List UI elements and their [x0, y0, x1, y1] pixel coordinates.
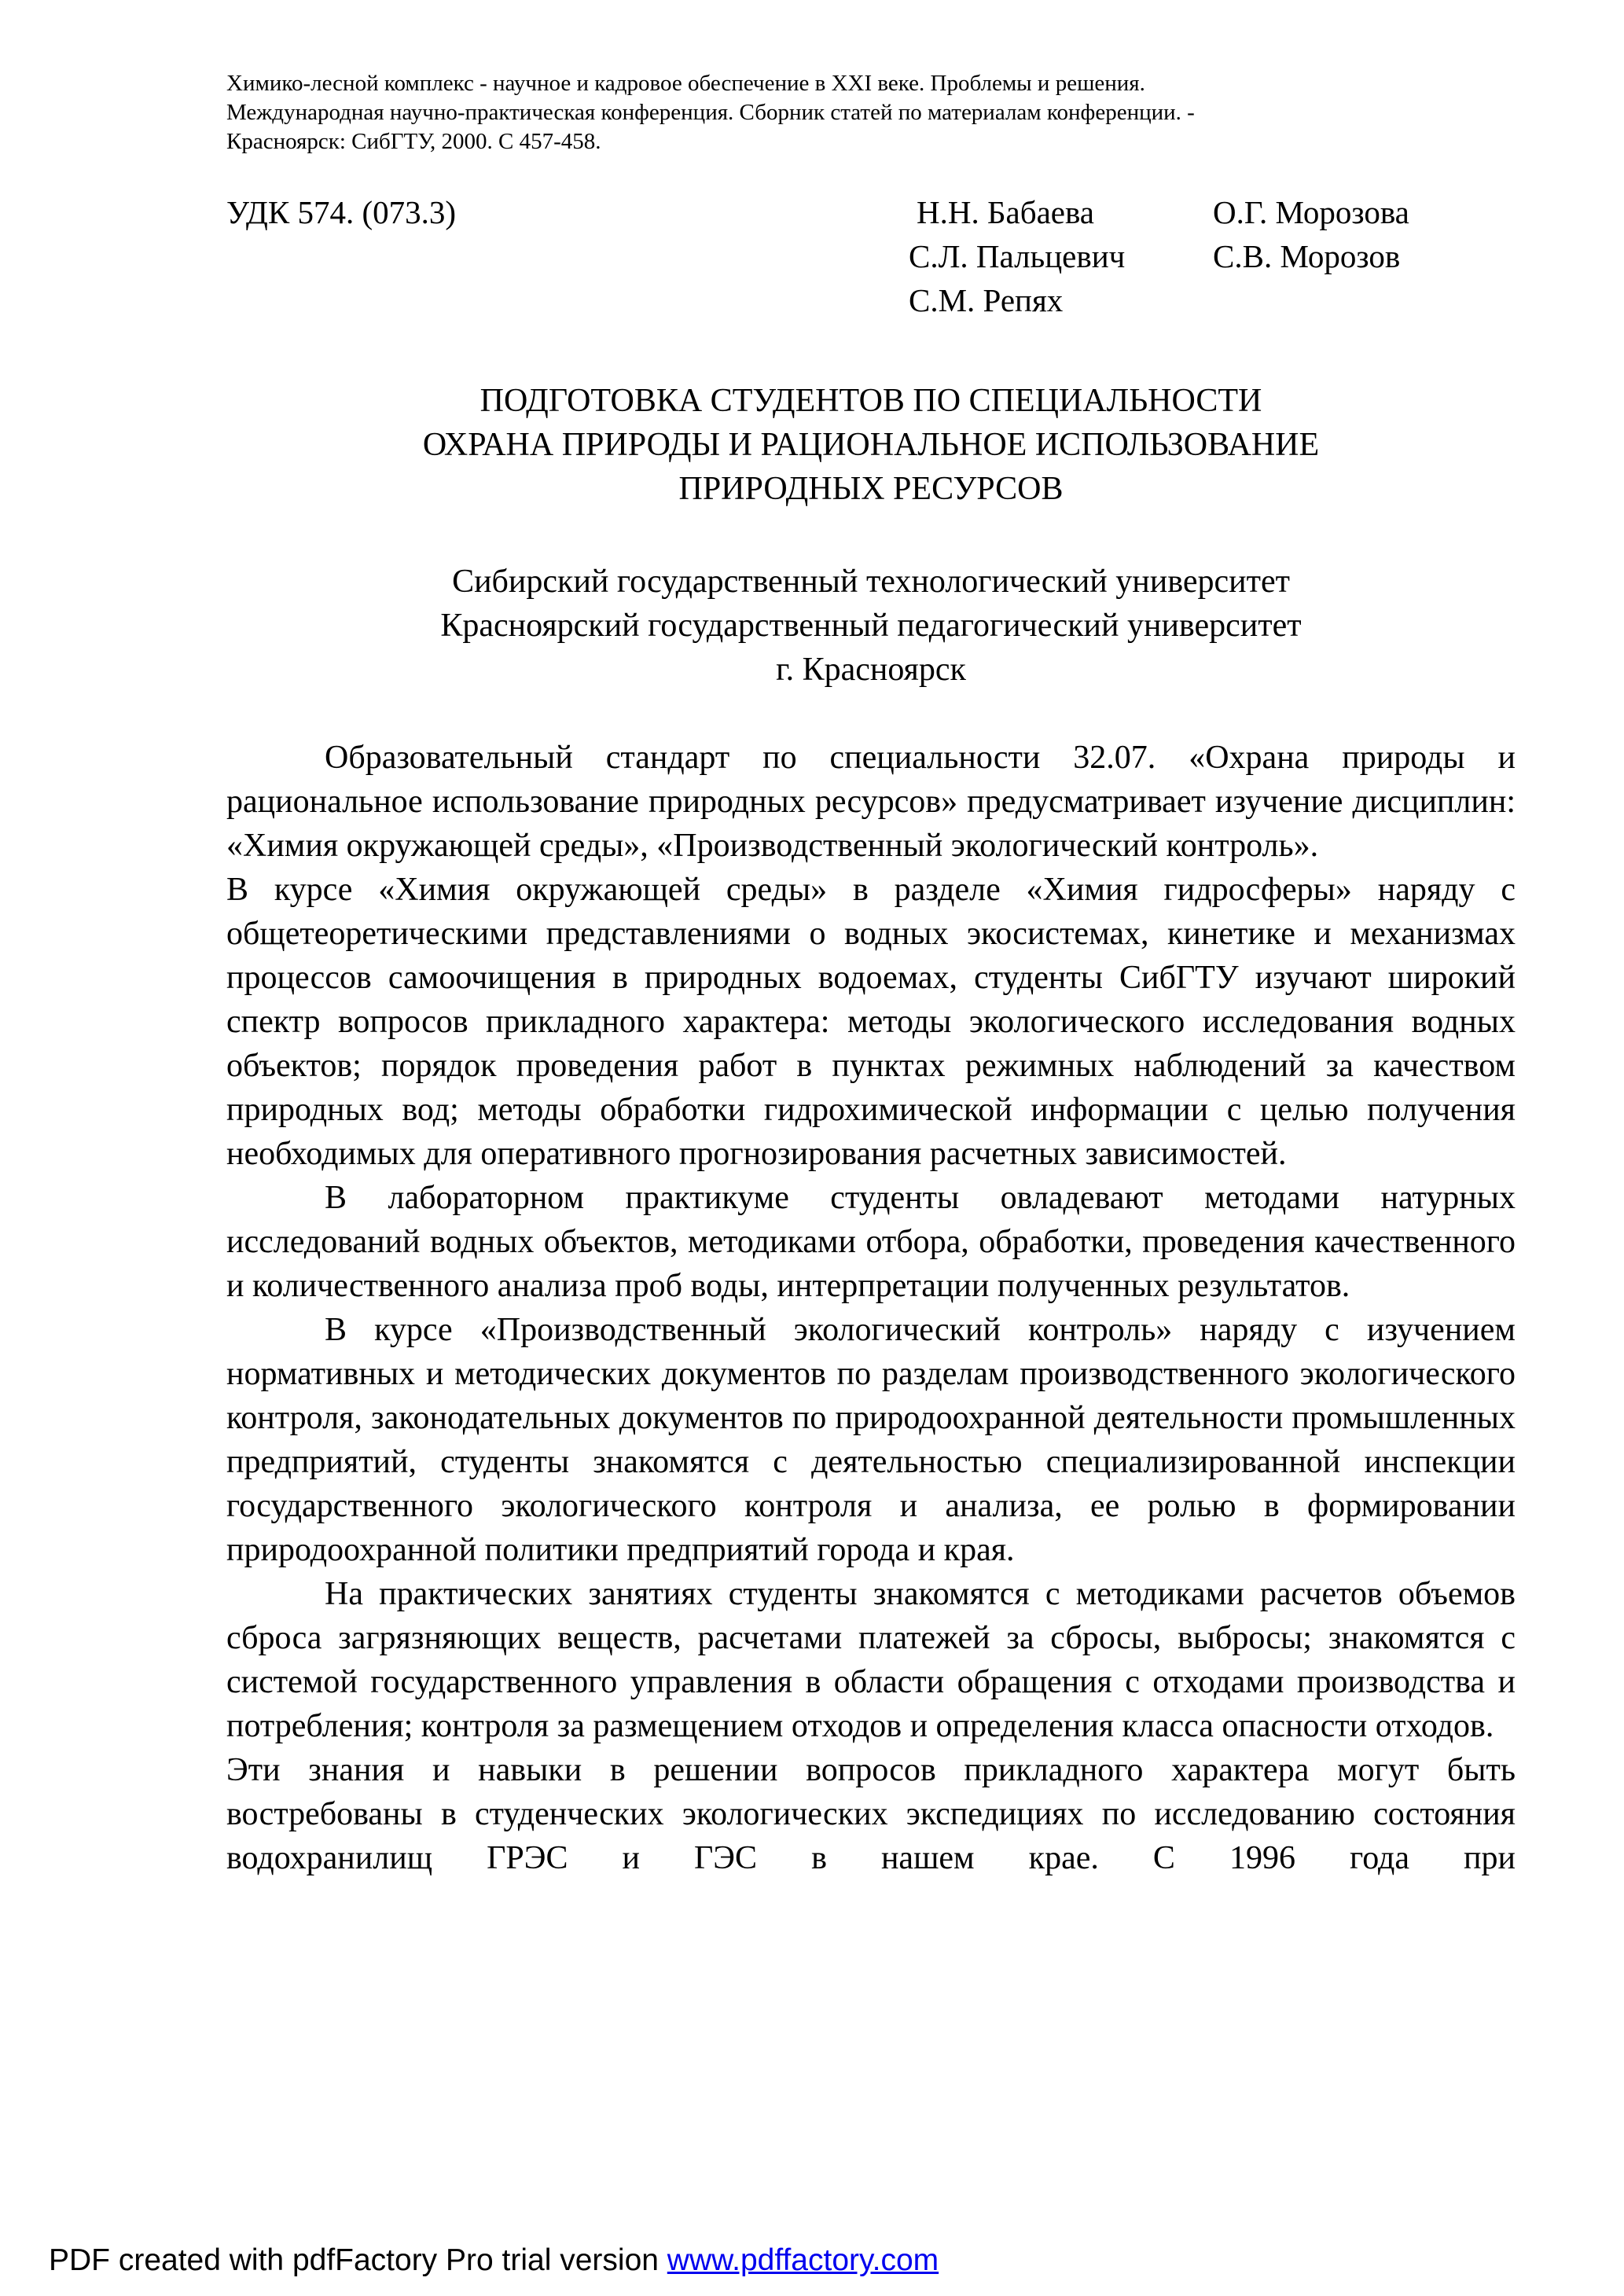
affiliation-line: Красноярский государственный педагогический университет	[440, 608, 1302, 644]
article-title	[226, 379, 1516, 511]
body-paragraph: В лабораторном практикуме студенты овладевают методами натурных исследований водных объектов, методиками отбора, обработки, проведения качественного и количественного анализа проб воды, интерпретации полученных результатов.	[226, 1180, 1516, 1304]
body-paragraph: Эти знания и навыки в решении вопросов прикладного характера могут быть востребованы в студенческих экологических экспедициях по исследованию состояния водохранилищ ГРЭС и ГЭС в нашем крае. С 1996 года при	[226, 1752, 1516, 1876]
citation-line: Химико-лесной комплекс - научное и кадровое обеспечение в XXI веке. Проблемы и решения.	[226, 71, 1145, 96]
citation-line: Красноярск: СибГТУ, 2000. С 457-458.	[226, 129, 601, 154]
affiliation-line: Сибирский государственный технологический университет	[452, 564, 1290, 600]
author-name: С.Л. Пальцевич	[909, 238, 1126, 274]
body-paragraph: Образовательный стандарт по специальности 32.07. «Охрана природы и рациональное использование природных ресурсов» предусматривает изучение дисциплин: «Химия окружающей среды», «Производственный экологический контроль».	[226, 740, 1516, 864]
pdf-watermark-footer	[49, 2242, 939, 2279]
affiliations	[226, 560, 1516, 692]
body-paragraph: В курсе «Производственный экологический контроль» наряду с изучением нормативных и методических документов по разделам производственного экологического контроля, законодательных документов по природоохранной деятельности промышленных предприятий, студенты знакомятся с деятельностью специализированной инспекции государственного экологического контроля и анализа, ее ролью в формировании природоохранной политики предприятий города и края.	[226, 1312, 1516, 1568]
author-name: О.Г. Морозова	[1213, 194, 1409, 230]
pdffactory-link[interactable]: www.pdffactory.com	[667, 2243, 939, 2277]
citation-header	[226, 69, 1516, 156]
citation-line: Международная научно-практическая конференция. Сборник статей по материалам конференции. -	[226, 100, 1195, 125]
affiliation-line: г. Красноярск	[776, 652, 966, 688]
footer-text: PDF created with pdfFactory Pro trial version	[49, 2243, 667, 2277]
title-line: ПРИРОДНЫХ РЕСУРСОВ	[678, 471, 1064, 507]
body-paragraph: На практических занятиях студенты знакомятся с методиками расчетов объемов сброса загрязняющих веществ, расчетами платежей за сбросы, выбросы; знакомятся с системой государственного управления в области обращения с отходами производства и потребления; контроля за размещением отходов и определения класса опасности отходов.	[226, 1576, 1516, 1744]
author-name: Н.Н. Бабаева	[917, 194, 1094, 230]
title-line: ОХРАНА ПРИРОДЫ И РАЦИОНАЛЬНОЕ ИСПОЛЬЗОВАНИЕ	[422, 427, 1320, 463]
author-name: С.М. Репях	[909, 282, 1064, 318]
udk-code: УДК 574. (073.3)	[226, 194, 457, 230]
article-body	[226, 736, 1516, 1880]
author-name: С.В. Морозов	[1213, 238, 1401, 274]
title-line: ПОДГОТОВКА СТУДЕНТОВ ПО СПЕЦИАЛЬНОСТИ	[479, 383, 1262, 419]
body-paragraph: В курсе «Химия окружающей среды» в разделе «Химия гидросферы» наряду с общетеоретическими представлениями о водных экосистемах, кинетике и механизмах процессов самоочищения в природных водоемах, студенты СибГТУ изучают широкий спектр вопросов прикладного характера: методы экологического исследования водных объектов; порядок проведения работ в пунктах режимных наблюдений за качеством природных вод; методы обработки гидрохимической информации с целью получения необходимых для оперативного прогнозирования расчетных зависимостей.	[226, 872, 1516, 1172]
